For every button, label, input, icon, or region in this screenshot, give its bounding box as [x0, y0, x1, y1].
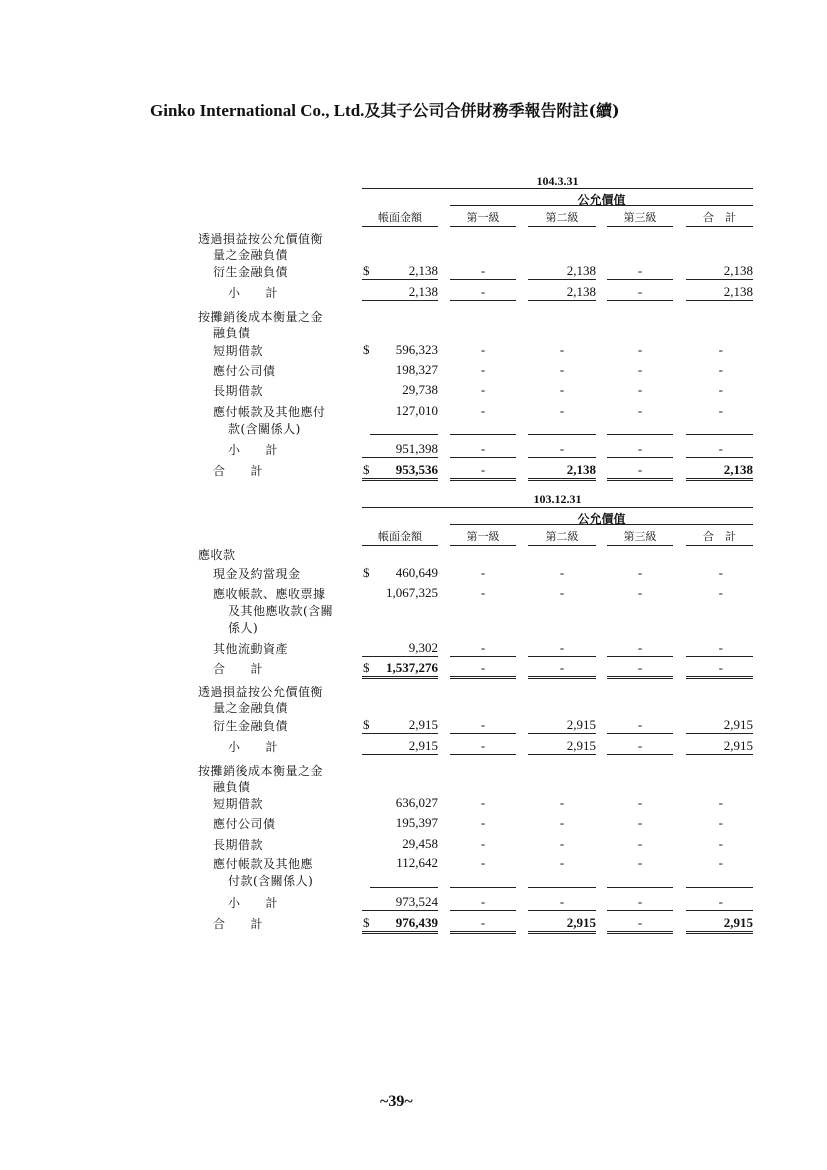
- company-name-en: Ginko International Co., Ltd.: [150, 101, 365, 120]
- level2-value: -: [528, 660, 596, 679]
- row-label-1: 應付帳款及其他應: [213, 857, 314, 871]
- level3-value: -: [637, 565, 643, 580]
- level1-value: -: [450, 284, 516, 301]
- carrying-value: 29,458: [402, 836, 438, 851]
- s2-fvtpl-heading-1: 透過損益按公允價值衡: [198, 685, 324, 699]
- total-value: [686, 585, 753, 601]
- total-value: 2,138: [686, 284, 753, 301]
- total-value: [686, 342, 753, 358]
- s1-sub-rule-c3: [528, 434, 596, 435]
- s1-sub-rule-c4: [607, 434, 673, 435]
- level2-value: 2,915: [528, 915, 596, 934]
- level2-value: 2,915: [528, 738, 596, 755]
- s1-col-carrying: 帳面金額: [362, 209, 438, 227]
- carrying-value: 195,397: [395, 815, 438, 830]
- section2-date: 103.12.31: [533, 492, 582, 506]
- total-value: [686, 894, 753, 911]
- row-label: 小 計: [228, 896, 279, 910]
- page-number: ~39~: [380, 1093, 413, 1110]
- row-label: 長期借款: [213, 838, 264, 852]
- total-value: [686, 815, 753, 831]
- level3-value: -: [607, 894, 673, 911]
- level1-value: -: [450, 462, 516, 481]
- s2-col-level1: 第一級: [450, 528, 516, 546]
- level1-value: -: [480, 403, 486, 418]
- level1-value: -: [480, 565, 486, 580]
- s2-long-loans-row: [0, 836, 827, 856]
- dash-text: -: [718, 640, 723, 655]
- dollar-sign: $: [363, 462, 370, 477]
- level3-value: -: [637, 795, 643, 810]
- level1-value: -: [450, 738, 516, 755]
- row-label: 短期借款: [213, 344, 264, 358]
- carrying-value: 9,302: [362, 640, 438, 657]
- s2-payables-row: [0, 855, 827, 888]
- s1-col-level1: 第一級: [450, 209, 516, 227]
- total-value: 2,915: [686, 717, 753, 734]
- row-label: 長期借款: [213, 384, 264, 398]
- section2-date-rule: [362, 507, 753, 508]
- level2-value: 2,138: [528, 284, 596, 301]
- total-value: [686, 855, 753, 871]
- total-value: [686, 382, 753, 398]
- carrying-value: 596,323: [395, 342, 438, 357]
- level3-value: -: [607, 717, 673, 734]
- section1-fv-rule: [450, 205, 753, 206]
- carrying-value: 1,067,325: [386, 585, 438, 600]
- dollar-sign: $: [363, 263, 370, 278]
- dash-text: -: [718, 795, 723, 810]
- level1-value: -: [450, 441, 516, 458]
- s2-fvtpl-heading-2: 量之金融負債: [213, 701, 289, 715]
- carrying-value: 1,537,276: [362, 660, 438, 679]
- s1-bonds-row: [0, 362, 827, 382]
- dollar-sign: $: [363, 915, 370, 930]
- row-label-2: 款(含關係人): [228, 422, 301, 436]
- s2-sub-rule-c2: [450, 887, 516, 888]
- level1-value: -: [480, 795, 486, 810]
- s1-amortized-subtotal-row: [0, 441, 827, 461]
- total-value: [686, 795, 753, 811]
- row-label: 合 計: [213, 662, 264, 676]
- carrying-value: 29,738: [402, 382, 438, 397]
- level3-value: -: [607, 441, 673, 458]
- s1-short-loans-row: [0, 342, 827, 362]
- s2-sub-rule-c3: [528, 887, 596, 888]
- level2-value: -: [559, 342, 565, 357]
- carrying-value: 2,138: [362, 263, 438, 280]
- s1-fvtpl-heading-1: 透過損益按公允價值衡: [198, 232, 324, 246]
- total-value: [686, 565, 753, 581]
- row-label-1: 應付帳款及其他應付: [213, 405, 326, 419]
- s2-sub-rule-c1: [370, 887, 438, 888]
- s2-sub-rule-c5: [686, 887, 753, 888]
- level3-value: -: [637, 382, 643, 397]
- carrying-value: 953,536: [362, 462, 438, 481]
- row-label: 應付公司債: [213, 364, 276, 378]
- level3-value: -: [607, 915, 673, 934]
- dash-text: -: [718, 342, 723, 357]
- level3-value: -: [607, 284, 673, 301]
- s2-fvtpl-subtotal-row: [0, 738, 827, 758]
- level1-value: -: [480, 815, 486, 830]
- s1-sub-rule-c1: [370, 434, 438, 435]
- level1-value: -: [450, 263, 516, 280]
- row-label-3: 係人): [228, 621, 259, 635]
- section1-fair-value-label: 公允價值: [577, 193, 626, 207]
- level2-value: -: [559, 585, 565, 600]
- s2-amortized-heading-2: 融負債: [213, 780, 251, 794]
- level2-value: -: [559, 836, 565, 851]
- row-label: 其他流動資產: [213, 642, 289, 656]
- dash-text: -: [718, 815, 723, 830]
- level3-value: -: [637, 855, 643, 870]
- s2-total-row: [0, 915, 827, 935]
- level3-value: -: [637, 403, 643, 418]
- s1-col-total: 合 計: [686, 209, 753, 227]
- dash-text: -: [718, 403, 723, 418]
- s2-ar-row: [0, 585, 827, 635]
- level3-value: -: [607, 462, 673, 481]
- level1-value: -: [480, 362, 486, 377]
- s1-total-row: [0, 462, 827, 482]
- total-value: [686, 362, 753, 378]
- s2-col-level2: 第二級: [528, 528, 596, 546]
- s2-col-carrying: 帳面金額: [362, 528, 438, 546]
- row-label: 小 計: [228, 286, 279, 300]
- level3-value: -: [637, 815, 643, 830]
- level3-value: -: [607, 263, 673, 280]
- level2-value: 2,138: [528, 462, 596, 481]
- level3-value: -: [637, 362, 643, 377]
- carrying-value: 976,439: [362, 915, 438, 934]
- dollar-sign: $: [363, 660, 370, 675]
- s2-amortized-heading-1: 按攤銷後成本衡量之金: [198, 764, 324, 778]
- s1-derivative-row: [0, 263, 827, 283]
- level2-value: -: [559, 362, 565, 377]
- section2-fv-rule: [450, 524, 753, 525]
- dash-text: -: [718, 441, 723, 456]
- row-label: 小 計: [228, 740, 279, 754]
- level2-value: -: [528, 441, 596, 458]
- s2-receivables-total-row: [0, 660, 827, 680]
- level2-value: 2,915: [528, 717, 596, 734]
- level1-value: -: [480, 855, 486, 870]
- s1-payables-row: [0, 403, 827, 436]
- dash-text: -: [718, 660, 723, 675]
- carrying-value: 2,138: [362, 284, 438, 301]
- level3-value: -: [637, 342, 643, 357]
- s2-short-loans-row: [0, 795, 827, 815]
- total-value: 2,138: [686, 462, 753, 481]
- level3-value: -: [637, 585, 643, 600]
- row-label: 應付公司債: [213, 817, 276, 831]
- dash-text: -: [718, 836, 723, 851]
- s1-sub-rule-c5: [686, 434, 753, 435]
- carrying-value: 973,524: [362, 894, 438, 911]
- total-value: [686, 836, 753, 852]
- s2-sub-rule-c4: [607, 887, 673, 888]
- row-label: 衍生金融負債: [213, 265, 289, 279]
- level2-value: -: [528, 640, 596, 657]
- dash-text: -: [718, 565, 723, 580]
- s2-bonds-row: [0, 815, 827, 835]
- s1-fvtpl-subtotal-row: [0, 284, 827, 304]
- row-label: 合 計: [213, 464, 264, 478]
- total-value: [686, 660, 753, 679]
- row-label: 小 計: [228, 443, 279, 457]
- level1-value: -: [450, 717, 516, 734]
- s1-amortized-heading-1: 按攤銷後成本衡量之金: [198, 310, 324, 324]
- s2-derivative-row: [0, 717, 827, 737]
- dash-text: -: [718, 382, 723, 397]
- total-value: [686, 640, 753, 657]
- carrying-value: 198,327: [395, 362, 438, 377]
- carrying-value: 951,398: [362, 441, 438, 458]
- total-value: 2,915: [686, 915, 753, 934]
- company-name-zh: 及其子公司合併財務季報告附註(續): [364, 101, 620, 120]
- s2-amortized-subtotal-row: [0, 894, 827, 914]
- level2-value: -: [559, 565, 565, 580]
- row-label: 短期借款: [213, 797, 264, 811]
- s1-amortized-heading-2: 融負債: [213, 326, 251, 340]
- carrying-value: 460,649: [395, 565, 438, 580]
- level1-value: -: [450, 640, 516, 657]
- section1-date-rule: [362, 188, 753, 189]
- s1-fvtpl-heading-2: 量之金融負債: [213, 248, 289, 262]
- carrying-value: 2,915: [362, 738, 438, 755]
- level2-value: -: [559, 855, 565, 870]
- row-label-1: 應收帳款、應收票據: [213, 587, 326, 601]
- level1-value: -: [480, 585, 486, 600]
- s2-other-assets-row: [0, 640, 827, 660]
- dash-text: -: [718, 585, 723, 600]
- carrying-value: 112,642: [396, 855, 438, 870]
- row-label-2: 及其他應收款(含關: [228, 604, 334, 618]
- level1-value: -: [450, 660, 516, 679]
- row-label: 合 計: [213, 917, 264, 931]
- s2-col-level3: 第三級: [607, 528, 673, 546]
- dash-text: -: [718, 894, 723, 909]
- s1-col-level2: 第二級: [528, 209, 596, 227]
- level1-value: -: [480, 382, 486, 397]
- carrying-value: 2,915: [362, 717, 438, 734]
- row-label: 現金及約當現金: [213, 567, 301, 581]
- level2-value: -: [528, 894, 596, 911]
- level3-value: -: [637, 836, 643, 851]
- level2-value: -: [559, 403, 565, 418]
- dollar-sign: $: [363, 565, 370, 580]
- section2-fair-value-label: 公允價值: [577, 512, 626, 526]
- s2-cash-row: [0, 565, 827, 585]
- s1-long-loans-row: [0, 382, 827, 402]
- s1-sub-rule-c2: [450, 434, 516, 435]
- total-value: [686, 403, 753, 419]
- row-label: 衍生金融負債: [213, 719, 289, 733]
- total-value: 2,138: [686, 263, 753, 280]
- level1-value: -: [450, 915, 516, 934]
- page-title: [150, 98, 620, 121]
- s2-col-total: 合 計: [686, 528, 753, 546]
- level2-value: -: [559, 795, 565, 810]
- level3-value: -: [607, 640, 673, 657]
- total-value: 2,915: [686, 738, 753, 755]
- dash-text: -: [718, 855, 723, 870]
- dollar-sign: $: [363, 342, 370, 357]
- s2-receivables-heading: 應收款: [198, 548, 236, 562]
- level2-value: -: [559, 382, 565, 397]
- level1-value: -: [450, 894, 516, 911]
- dollar-sign: $: [363, 717, 370, 732]
- level3-value: -: [607, 738, 673, 755]
- total-value: [686, 441, 753, 458]
- carrying-value: 127,010: [395, 403, 438, 418]
- s1-col-level3: 第三級: [607, 209, 673, 227]
- level1-value: -: [480, 342, 486, 357]
- level1-value: -: [480, 836, 486, 851]
- level2-value: -: [559, 815, 565, 830]
- dash-text: -: [718, 362, 723, 377]
- level3-value: -: [607, 660, 673, 679]
- carrying-value: 636,027: [395, 795, 438, 810]
- section1-date: 104.3.31: [536, 174, 579, 188]
- level2-value: 2,138: [528, 263, 596, 280]
- row-label-2: 付款(含關係人): [228, 874, 314, 888]
